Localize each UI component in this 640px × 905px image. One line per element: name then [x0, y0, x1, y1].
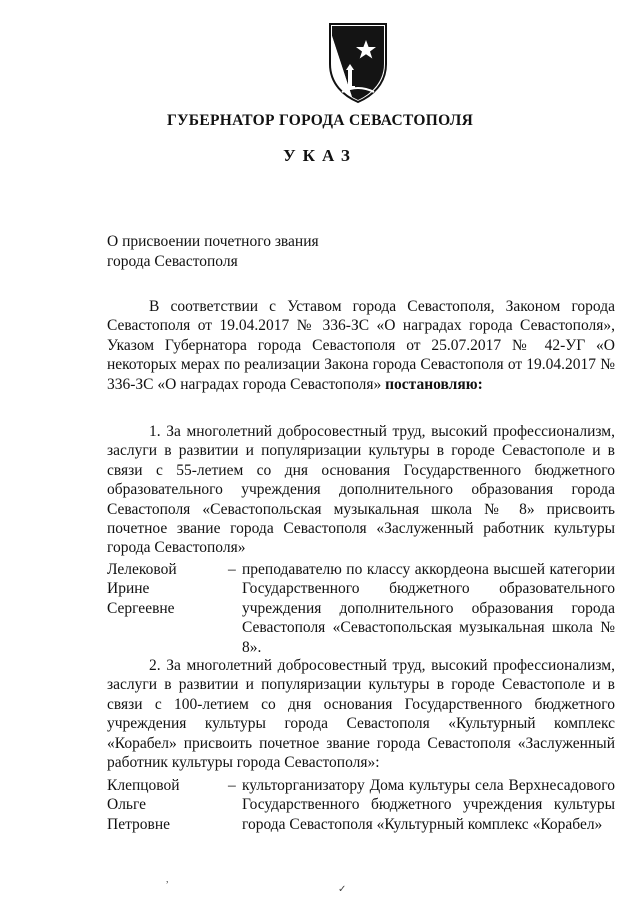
awardee-2-first-name: Ольге	[107, 796, 147, 814]
awardee-1-name	[107, 560, 177, 618]
decree-subject	[107, 232, 319, 272]
awardee-2-name	[107, 776, 180, 834]
scan-speck: ,	[166, 874, 169, 885]
item-1-paragraph: 1. За многолетний добросовестный труд, высокий профессионализм, заслуги в развитии и популяризации культуры в городе Севастополе и в связи с 55-летием со дня основания Государственного бюджетного образовательного учреждения дополнительного образования города Севастополя «Севастопольская музыкальная школа № 8» присвоить почетное звание города Севастополя «Заслуженный работник культуры города Севастополя»	[107, 423, 615, 557]
awardee-2-dash: –	[228, 777, 236, 794]
scan-speck: ✓	[338, 884, 347, 895]
document-type-title: УКАЗ	[283, 146, 357, 165]
awardee-1-dash: –	[228, 561, 236, 578]
awardee-1-first-name: Ирине	[107, 580, 150, 598]
awardee-1-patronymic: Сергеевне	[107, 599, 175, 617]
preamble-text: В соответствии с Уставом города Севастополя, Законом города Севастополя от 19.04.2017 № 336-ЗС «О наградах города Севастополя», Указом Губернатора города Севастополя от 25.07.2017 № 42-УГ «О некоторых мерах по реализации Закона города Севастополя от 19.04.2017 № 336-ЗС «О наградах города Севастополя»	[107, 298, 615, 393]
awardee-1-position-text: преподавателю по классу аккордеона высшей категории Государственного бюджетного образовательного учреждения дополнительного образования города Севастополя «Севастопольская музыкальная школа № 8».	[242, 561, 615, 656]
awardee-1-position	[228, 560, 615, 657]
issuer-title: ГУБЕРНАТОР ГОРОДА СЕВАСТОПОЛЯ	[166, 112, 474, 129]
sevastopol-coat-of-arms-icon	[326, 20, 390, 104]
awardee-2-surname: Клепцовой	[107, 777, 180, 794]
awardee-2-position-text: культорганизатору Дома культуры села Верхнесадового Государственного бюджетного учреждения культуры города Севастополя «Культурный комплекс «Корабел»	[242, 777, 615, 833]
preamble-keyword: постановляю:	[385, 375, 483, 393]
subject-line-2: города Севастополя	[107, 253, 238, 270]
preamble-paragraph	[107, 297, 615, 394]
awardee-2-position	[228, 776, 615, 834]
subject-line-1: О присвоении почетного звания	[107, 233, 319, 250]
item-2-paragraph: 2. За многолетний добросовестный труд, высокий профессионализм, заслуги в развитии и популяризации культуры в городе Севастополе и в связи с 100-летием со дня основания Государственного бюджетного учреждения культуры города Севастополя «Культурный комплекс «Корабел» присвоить почетное звание города Севастополя «Заслуженный работник культуры города Севастополя»:	[107, 657, 615, 772]
awardee-2-patronymic: Петровне	[107, 815, 171, 833]
awardee-1-surname: Лелековой	[107, 561, 177, 578]
